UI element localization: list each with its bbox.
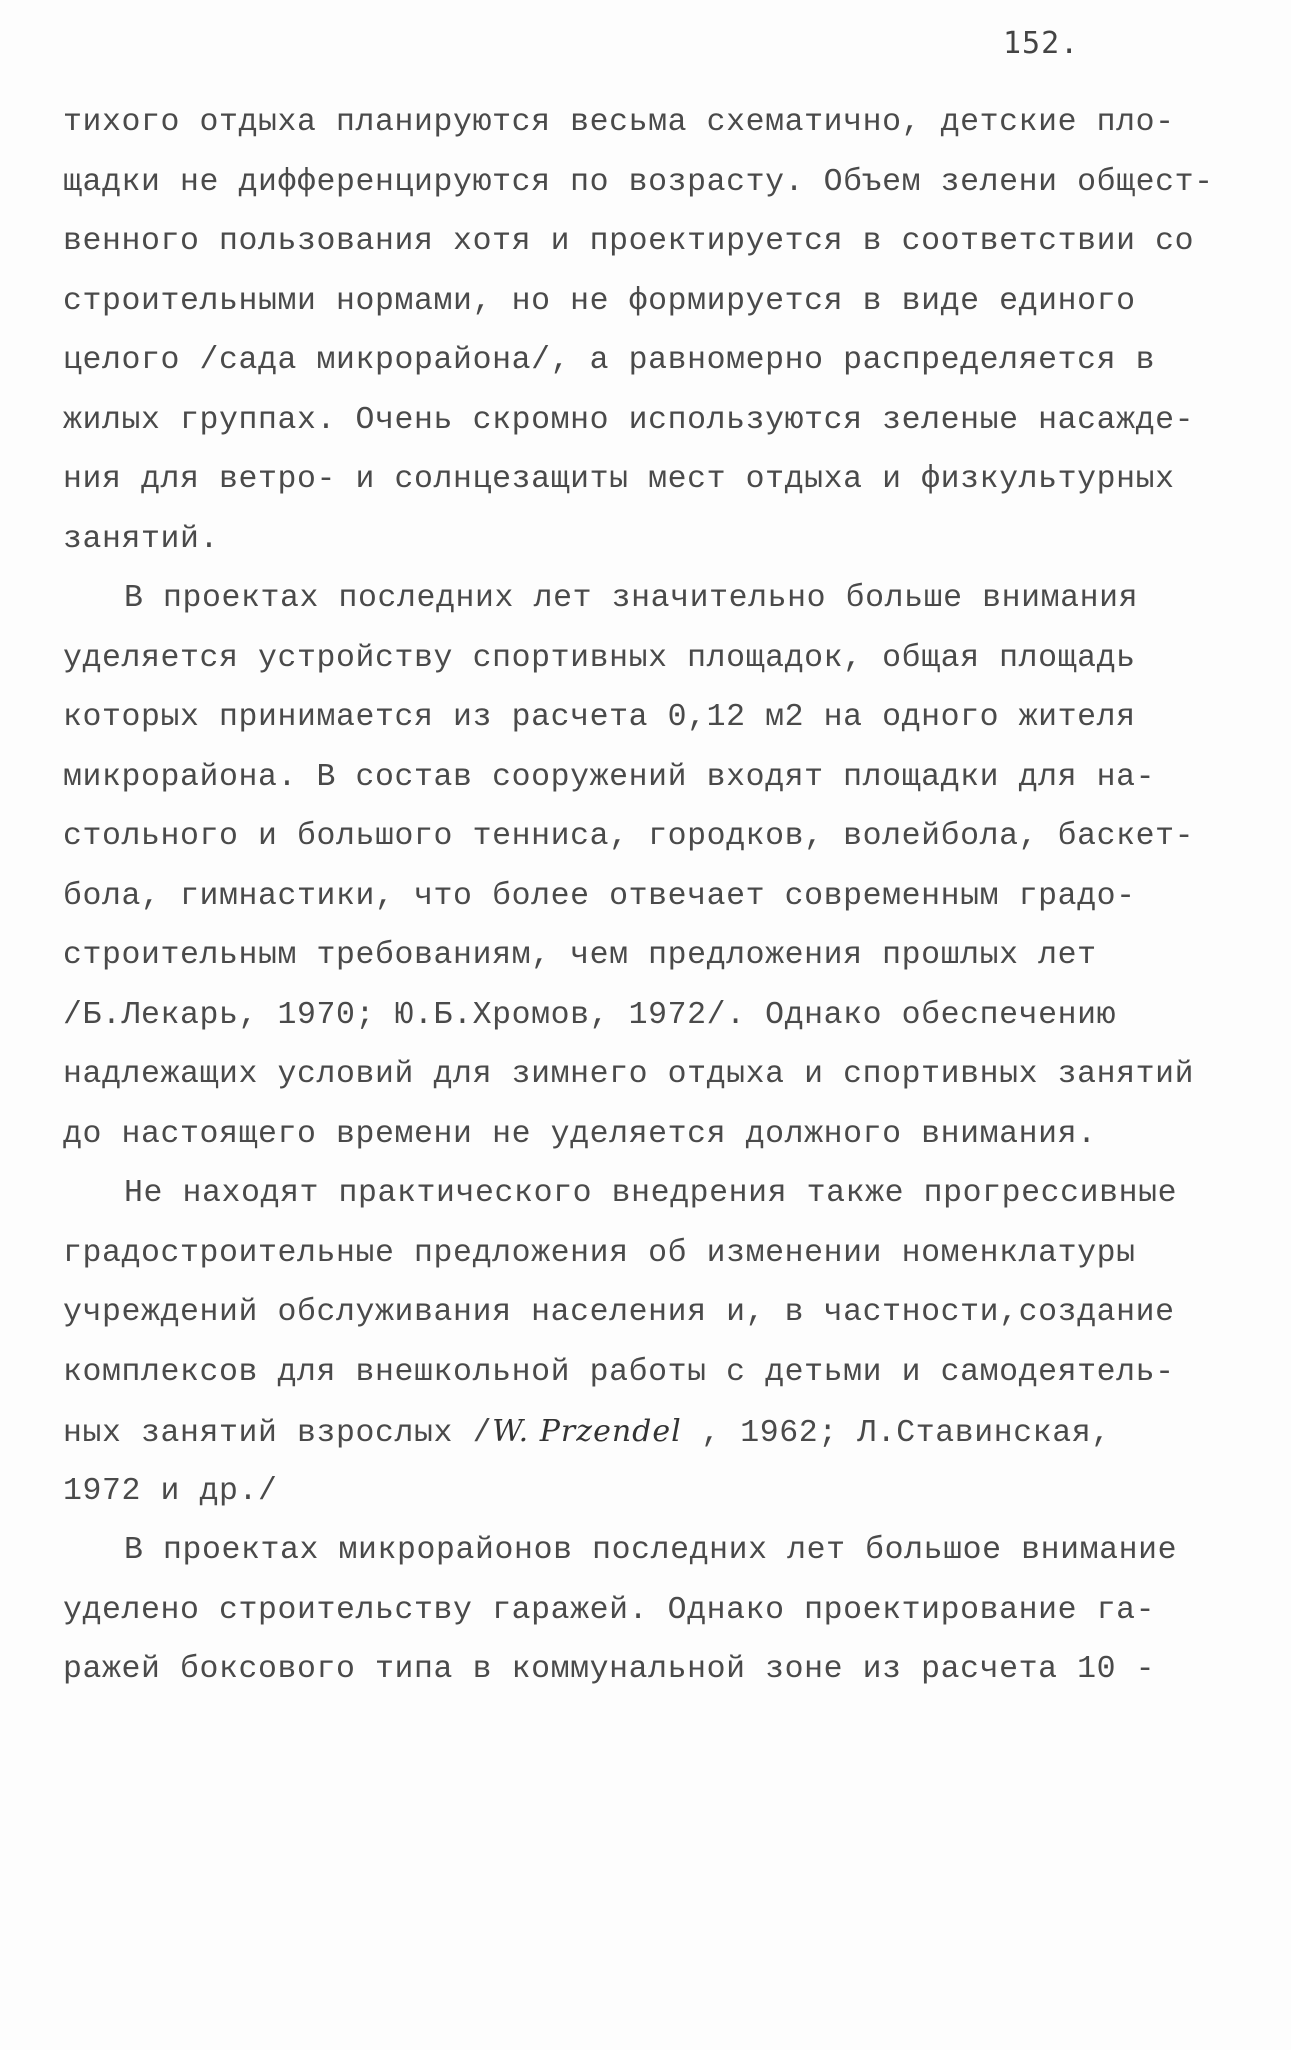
document-body <box>63 93 1213 1700</box>
text-line: строительными нормами, но не формируется в виде единого <box>63 283 1136 319</box>
text-line: которых принимается из расчета 0,12 м2 на одного жителя <box>63 700 1136 735</box>
text-line: строительным требованиям, чем предложения прошлых лет <box>63 938 1097 973</box>
text-line: бола, гимнастики, что более отвечает современным градо- <box>63 878 1136 914</box>
text-line: целого /сада микрорайона/, а равномерно распределяется в <box>63 343 1156 378</box>
text-line: занятий. <box>63 521 220 557</box>
citation-line <box>63 1402 1213 1462</box>
paragraph-first-line: В проектах последних лет значительно больше внимания <box>124 581 1139 616</box>
text-line: до настоящего времени не уделяется должного внимания. <box>63 1116 1097 1152</box>
text-line: уделено строительству гаражей. Однако проектирование га- <box>63 1592 1156 1628</box>
text-line: надлежащих условий для зимнего отдыха и спортивных занятий <box>63 1057 1195 1092</box>
text-line: /Б.Лекарь, 1970; Ю.Б.Хромов, 1972/. Однако обеспечению <box>63 997 1117 1033</box>
handwritten-author: W. Przendel <box>492 1414 682 1449</box>
text-line: уделяется устройству спортивных площадок, общая площадь <box>63 640 1136 676</box>
text-line: градостроительные предложения об изменении номенклатуры <box>63 1235 1136 1271</box>
page-number: 152. <box>1003 26 1080 61</box>
text-line: щадки не дифференцируются по возрасту. Объем зелени общест- <box>63 164 1214 200</box>
text-line: учреждений обслуживания населения и, в частности,создание <box>63 1295 1175 1330</box>
citation-prefix: ных занятий взрослых / <box>63 1416 493 1451</box>
text-line: микрорайона. В состав сооружений входят площадки для на- <box>63 759 1156 795</box>
text-line: жилых группах. Очень скромно используются зеленые насажде- <box>63 402 1195 438</box>
text-line: тихого отдыха планируются весьма схематично, детские пло- <box>63 105 1175 140</box>
paragraph-first-line: Не находят практического внедрения также прогрессивные <box>124 1176 1178 1211</box>
paragraph-first-line: В проектах микрорайонов последних лет большое внимание <box>124 1533 1178 1568</box>
text-line: 1972 и др./ <box>63 1473 278 1509</box>
text-line: ния для ветро- и солнцезащиты мест отдыха и физкультурных <box>63 462 1175 497</box>
text-line: стольного и большого тенниса, городков, волейбола, баскет- <box>63 819 1195 854</box>
text-line: ражей боксового типа в коммунальной зоне из расчета 10 - <box>63 1652 1156 1687</box>
citation-suffix: , 1962; Л.Ставинская, <box>681 1416 1111 1451</box>
text-line: венного пользования хотя и проектируется в соответствии со <box>63 224 1195 259</box>
text-line: комплексов для внешкольной работы с детьми и самодеятель- <box>63 1354 1175 1390</box>
